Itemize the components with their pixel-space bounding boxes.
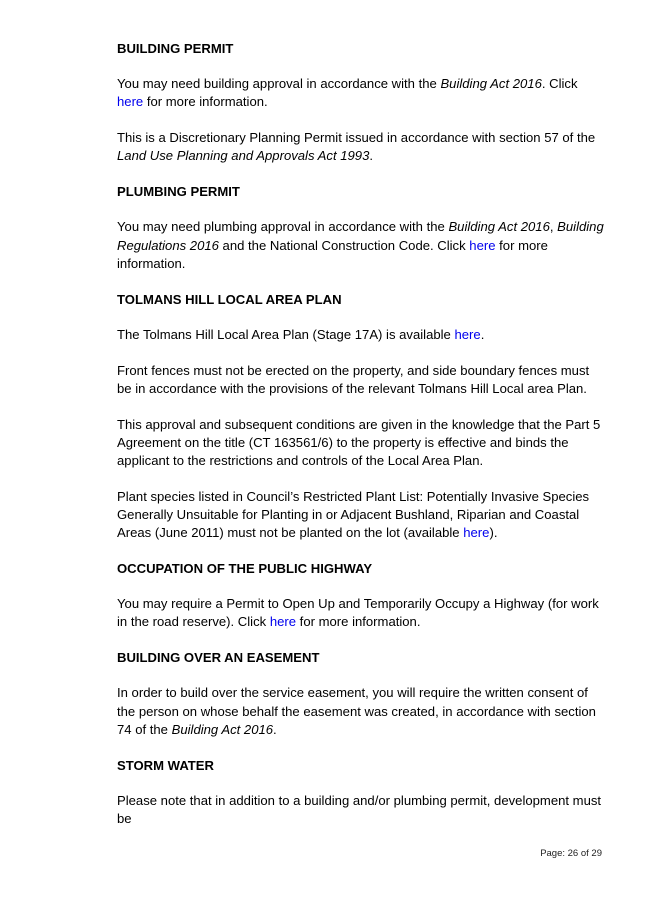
- text: You may require a Permit to Open Up and Temporarily Occupy a Highway (for work in the road reserve). Click: [117, 596, 599, 630]
- paragraph-occupy-highway: [117, 595, 607, 631]
- paragraph-front-fences: Front fences must not be erected on the property, and side boundary fences must be in accordance with the provisions of the relevant Tolmans Hill Local area Plan.: [117, 362, 590, 396]
- act-title: Building Act 2016: [448, 219, 550, 235]
- heading-building-permit: BUILDING PERMIT: [117, 41, 234, 56]
- heading-building-over-easement: BUILDING OVER AN EASEMENT: [117, 650, 320, 666]
- text: ,: [549, 219, 558, 235]
- text: You may need plumbing approval in accordance with the: [117, 219, 449, 235]
- paragraph-easement-consent: [117, 684, 607, 739]
- act-title: Building Act 2016: [440, 76, 542, 92]
- building-permit-here-link[interactable]: here: [117, 94, 144, 110]
- page-content: [117, 40, 607, 846]
- text: for more information.: [296, 614, 421, 630]
- restricted-plants-here-link[interactable]: here: [463, 525, 490, 541]
- highway-permit-here-link[interactable]: here: [269, 614, 297, 630]
- act-title: Building Act 2016: [171, 721, 274, 737]
- heading-plumbing-permit: PLUMBING PERMIT: [117, 184, 240, 200]
- heading-occupation-highway: OCCUPATION OF THE PUBLIC HIGHWAY: [117, 561, 373, 577]
- text: and the National Construction Code. Click: [218, 237, 470, 253]
- paragraph-restricted-plants: [117, 488, 607, 543]
- text: The Tolmans Hill Local Area Plan (Stage 17A) is available: [117, 326, 455, 342]
- local-area-plan-here-link[interactable]: here: [454, 326, 481, 342]
- text: In order to build over the service easement, you will require the written consent of the person on whose behalf the easement was created, in accordance with section 74 of the: [117, 685, 596, 737]
- text: .: [273, 721, 277, 737]
- paragraph-discretionary-permit: [117, 129, 607, 165]
- text: for more information.: [117, 237, 548, 271]
- text: You may need building approval in accordance with the: [117, 76, 441, 92]
- plumbing-permit-here-link[interactable]: here: [469, 237, 496, 253]
- text: ).: [489, 525, 498, 541]
- paragraph-plumbing-approval: [117, 218, 607, 273]
- act-title: Land Use Planning and Approvals Act 1993: [117, 148, 370, 164]
- text: for more information.: [143, 94, 268, 110]
- text: .: [369, 148, 373, 164]
- paragraph-local-area-plan: [117, 326, 607, 344]
- text: . Click: [541, 76, 578, 92]
- paragraph-building-approval: [117, 75, 607, 111]
- text: .: [480, 326, 485, 342]
- text: This is a Discretionary Planning Permit issued in accordance with section 57 of the: [117, 130, 596, 146]
- page-number: Page: 26 of 29: [540, 848, 602, 859]
- paragraph-part5-agreement: This approval and subsequent conditions are given in the knowledge that the Part 5 Agreement on the title (CT 163561/6) to the property is effective and binds the applicant to the restrictions and controls of the Local Area Plan.: [117, 416, 601, 469]
- paragraph-storm-water: Please note that in addition to a building and/or plumbing permit, development must be: [117, 792, 602, 827]
- text: Plant species listed in Council’s Restricted Plant List: Potentially Invasive Species Generally Unsuitable for Planting in or Adjacent Bushland, Riparian and Coastal Areas (June 2011) must not be planted on the lot (available: [117, 488, 590, 541]
- heading-tolmans-hill: TOLMANS HILL LOCAL AREA PLAN: [117, 291, 342, 307]
- regulation-title: Building Regulations 2016: [117, 219, 604, 253]
- heading-storm-water: STORM WATER: [117, 757, 214, 773]
